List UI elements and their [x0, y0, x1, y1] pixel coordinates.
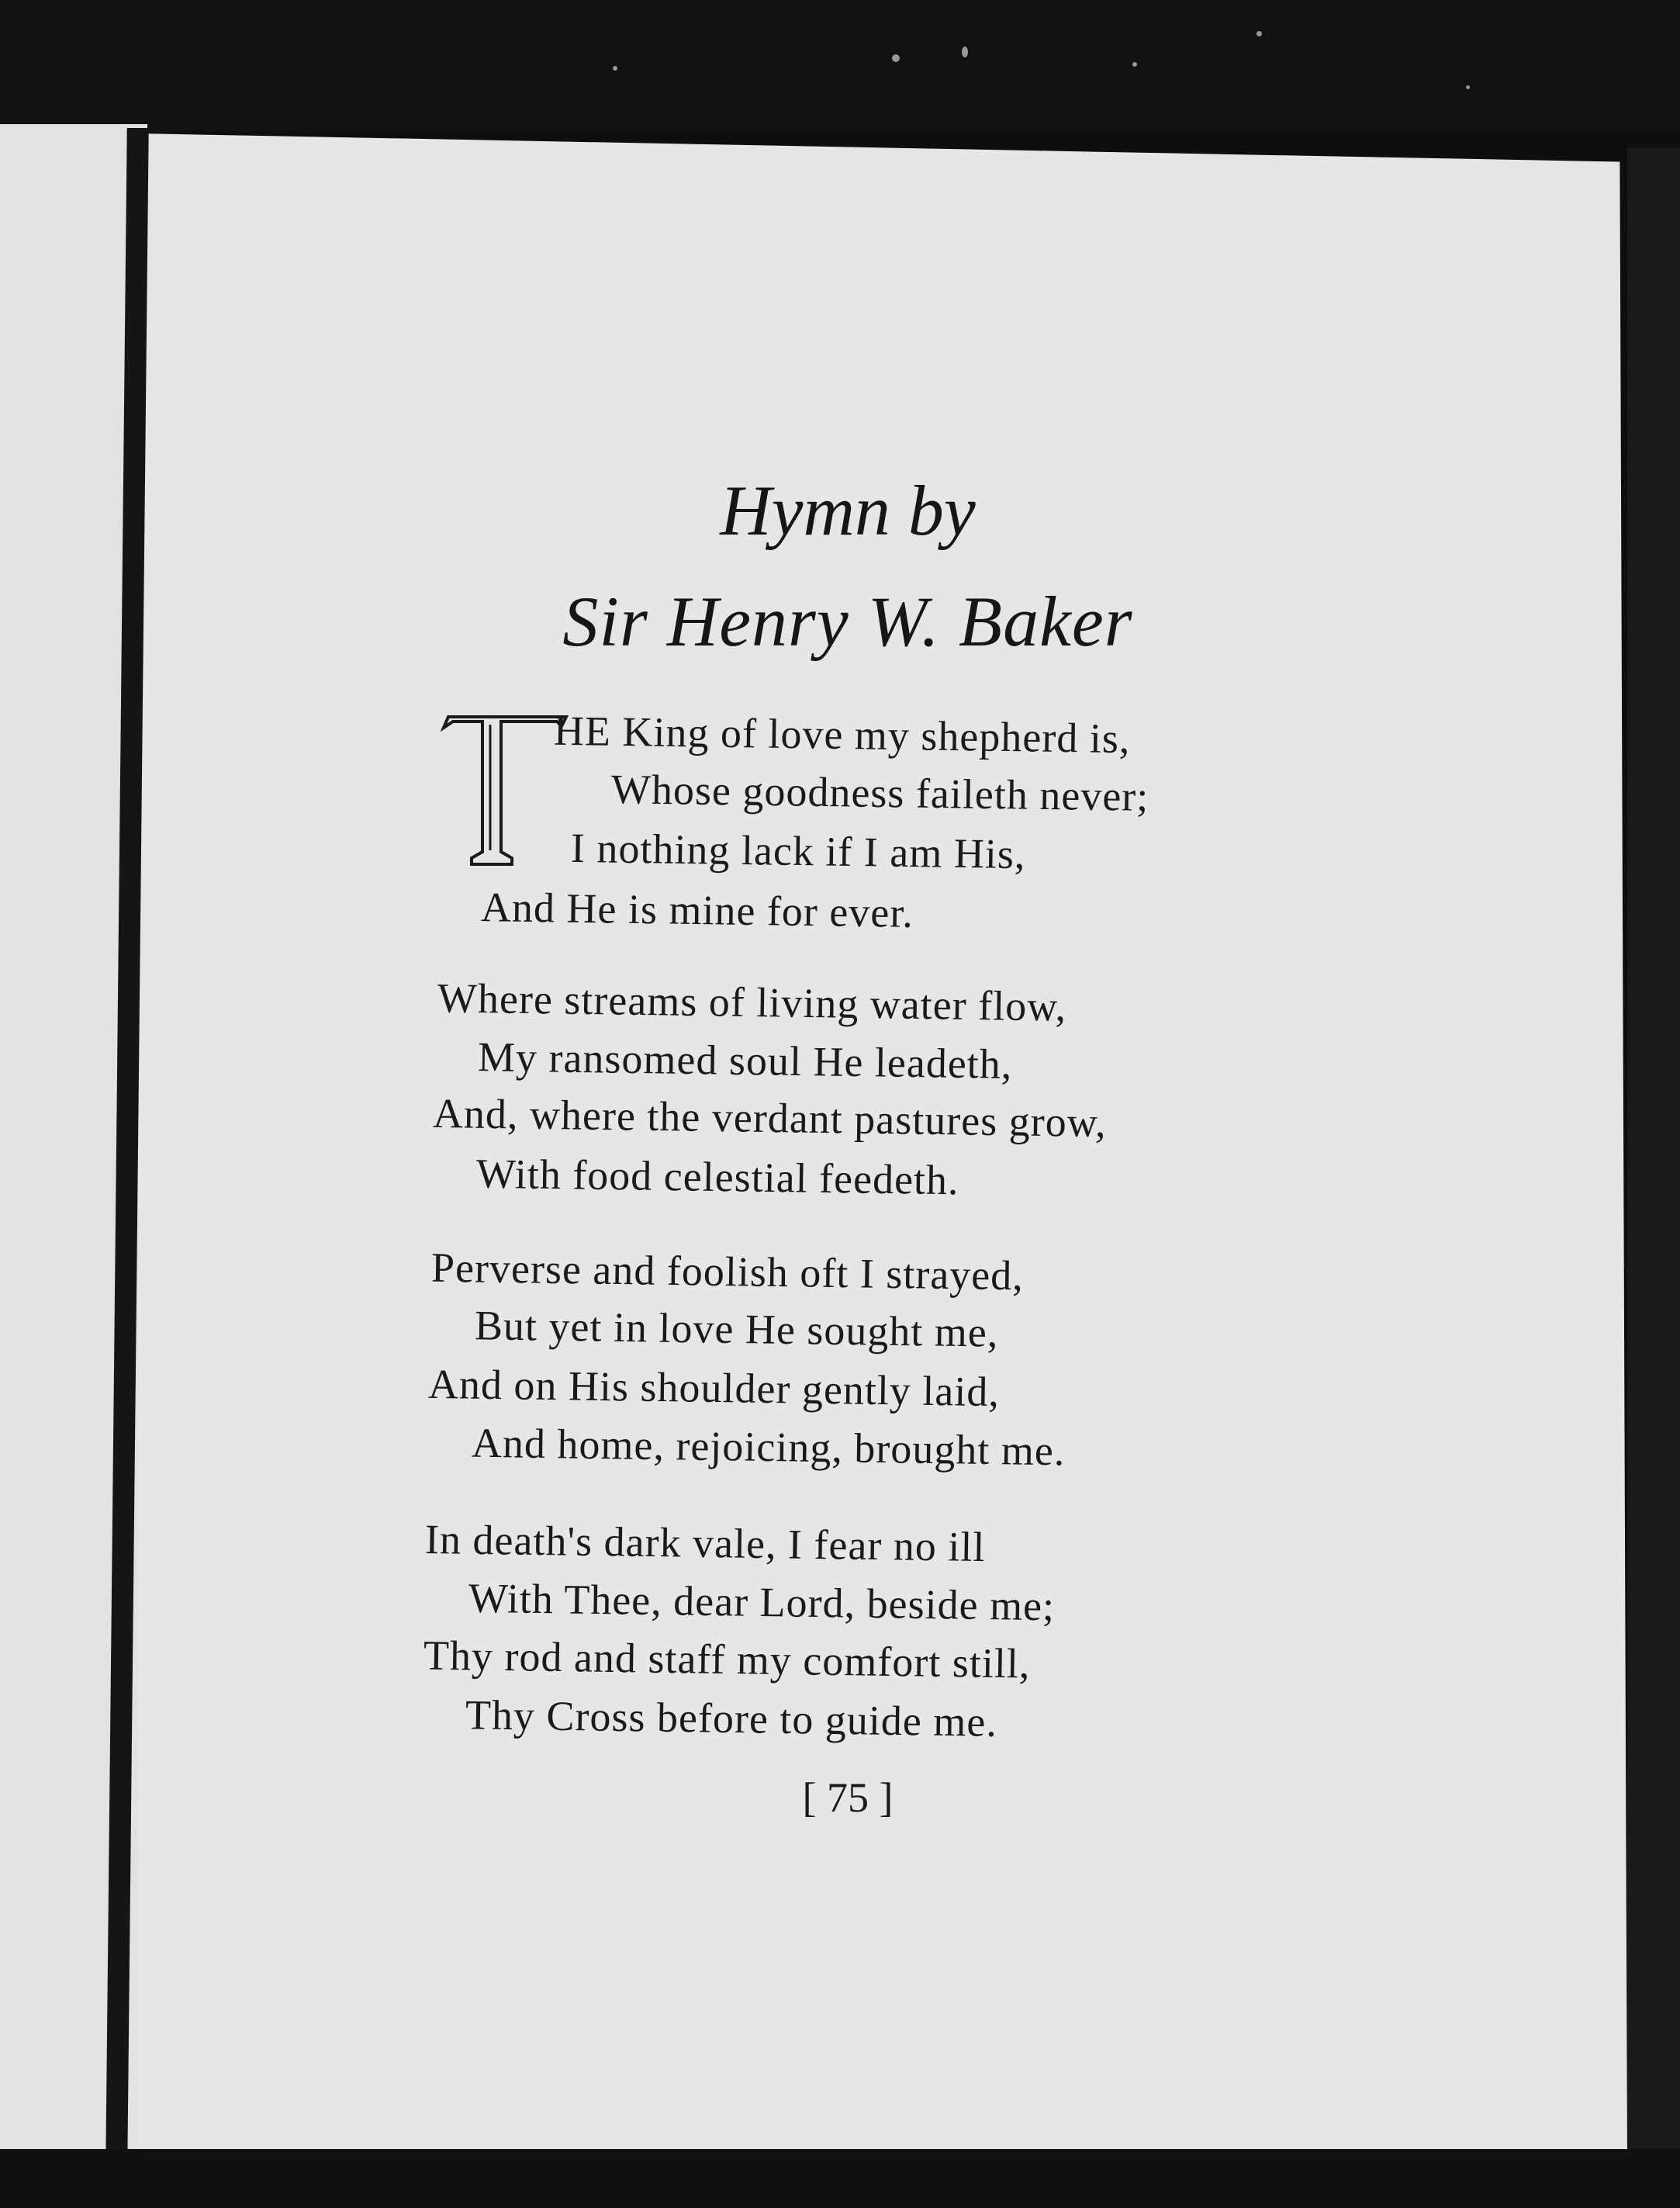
stanza-3-line-4: And home, rejoicing, brought me. — [471, 1419, 1066, 1475]
dust-speck — [613, 66, 617, 71]
scan-right-border — [1627, 147, 1680, 2165]
stanza-1-line-2: Whose goodness faileth never; — [610, 766, 1149, 820]
drop-cap-t — [441, 714, 569, 869]
dust-speck — [1466, 85, 1470, 89]
hymn-author: Sir Henry W. Baker — [562, 582, 1133, 661]
stanza-3-line-1: Perverse and foolish oft I strayed, — [430, 1244, 1025, 1300]
hymn-title: Hymn by — [720, 471, 976, 550]
stanza-3-line-3: And on His shoulder gently laid, — [427, 1360, 1001, 1416]
stanza-1-line-1: HE King of love my shepherd is, — [553, 707, 1131, 763]
stanza-3-line-2: But yet in love He sought me, — [474, 1302, 999, 1356]
stanza-2-line-3: And, where the verdant pastures grow, — [432, 1089, 1108, 1147]
dust-speck — [962, 47, 968, 57]
dust-speck — [892, 54, 900, 62]
dust-speck — [1132, 62, 1137, 67]
stanza-4-line-1: In death's dark vale, I fear no ill — [424, 1515, 986, 1571]
book-page — [138, 133, 1627, 2158]
stanza-2-line-4: With food celestial feedeth. — [475, 1150, 959, 1204]
stanza-1-line-4: And He is mine for ever. — [480, 884, 914, 936]
stanza-2-line-2: My ransomed soul He leadeth, — [477, 1033, 1013, 1088]
page-number: [ 75 ] — [802, 1774, 894, 1821]
dust-speck — [1257, 31, 1262, 36]
stanza-4-line-4: Thy Cross before to guide me. — [465, 1691, 998, 1746]
scan-bottom-border — [0, 2149, 1680, 2208]
stanza-1-line-3: I nothing lack if I am His, — [570, 824, 1026, 878]
stanza-2-line-1: Where streams of living water flow, — [437, 974, 1067, 1030]
scan-top-border — [0, 0, 1680, 132]
stanza-4-line-2: With Thee, dear Lord, beside me; — [468, 1574, 1056, 1630]
stanza-4-line-3: Thy rod and staff my comfort still, — [423, 1632, 1031, 1687]
